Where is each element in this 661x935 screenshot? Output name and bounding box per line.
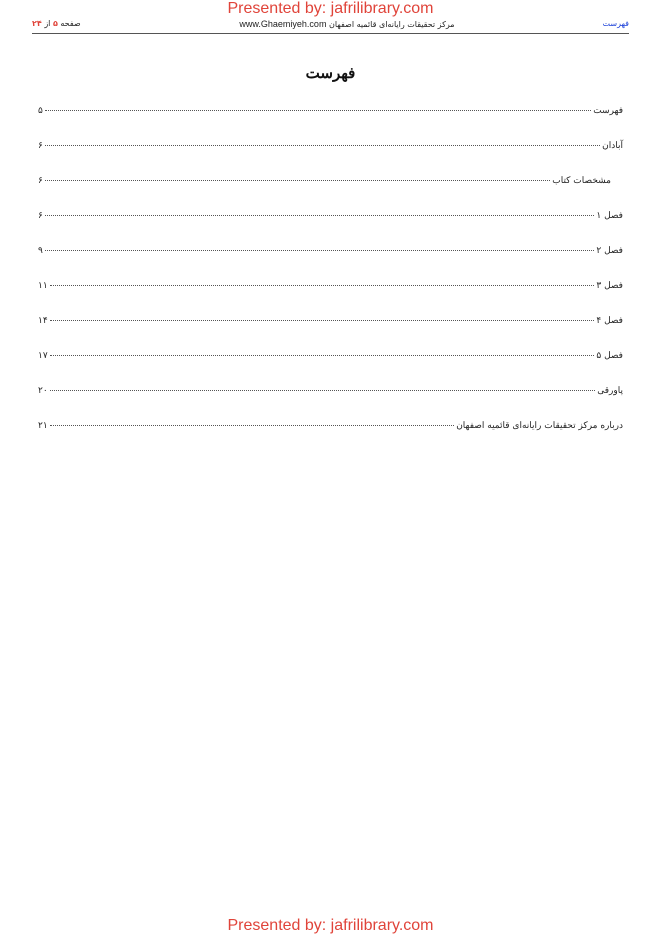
toc-entry[interactable] (38, 246, 623, 281)
toc-entry[interactable] (38, 386, 623, 421)
page-title: فهرست (305, 64, 356, 82)
toc-entry[interactable] (38, 281, 623, 316)
toc-entry-label[interactable]: فصل ۴ (596, 316, 623, 326)
toc-entry-page: ۶ (38, 211, 43, 221)
toc-leader-dots (45, 250, 595, 251)
toc-entry[interactable] (38, 421, 623, 456)
toc-entry[interactable] (38, 176, 623, 211)
toc-entry-page: ۲۱ (38, 421, 48, 431)
toc-leader-dots (50, 425, 455, 426)
header-section-link[interactable]: فهرست (602, 19, 629, 28)
toc-entry-label[interactable]: پاورقی (597, 386, 623, 396)
toc-entry[interactable] (38, 211, 623, 246)
toc-entry-label[interactable]: درباره مرکز تحقیقات رایانه‌ای قائمیه اصفهان (456, 421, 623, 431)
toc-entry-page: ۱۴ (38, 316, 48, 326)
toc-entry-label[interactable]: فصل ۲ (596, 246, 623, 256)
page-header (32, 17, 629, 34)
toc-entry-label[interactable]: فصل ۱ (596, 211, 623, 221)
toc-leader-dots (45, 180, 550, 181)
toc-leader-dots (45, 110, 591, 111)
toc-entry-label[interactable]: مشخصات کتاب (552, 176, 611, 186)
toc-entry-label[interactable]: فهرست (593, 106, 623, 116)
toc-entry[interactable] (38, 141, 623, 176)
table-of-contents (38, 106, 623, 456)
toc-entry-page: ۱۷ (38, 351, 48, 361)
site-link[interactable]: www.Ghaemiyeh.com (239, 19, 327, 29)
toc-entry-page: ۶ (38, 176, 43, 186)
page-prefix: صفحه (60, 19, 81, 28)
toc-leader-dots (45, 215, 595, 216)
toc-entry-page: ۶ (38, 141, 43, 151)
toc-leader-dots (50, 285, 595, 286)
page-current: ۵ (52, 19, 58, 28)
toc-entry-page: ۹ (38, 246, 43, 256)
toc-leader-dots (50, 355, 595, 356)
toc-entry-label[interactable]: فصل ۵ (596, 351, 623, 361)
toc-entry-label[interactable]: فصل ۳ (596, 281, 623, 291)
watermark-top: Presented by: jafrilibrary.com (227, 0, 434, 17)
toc-leader-dots (50, 320, 595, 321)
toc-entry[interactable] (38, 316, 623, 351)
page-total: ۲۴ (32, 19, 42, 28)
toc-leader-dots (50, 390, 596, 391)
toc-entry-page: ۱۱ (38, 281, 48, 291)
page-counter (32, 19, 81, 28)
page-sep: از (44, 19, 51, 28)
toc-entry-page: ۵ (38, 106, 43, 116)
center-name: مرکز تحقیقات رایانه‌ای قائمیه اصفهان (328, 20, 455, 29)
toc-entry-page: ۲۰ (38, 386, 48, 396)
toc-entry[interactable] (38, 351, 623, 386)
toc-entry[interactable] (38, 106, 623, 141)
toc-entry-label[interactable]: آبادان (602, 141, 623, 151)
header-center (222, 19, 472, 29)
watermark-bottom: Presented by: jafrilibrary.com (227, 917, 434, 934)
toc-leader-dots (45, 145, 600, 146)
